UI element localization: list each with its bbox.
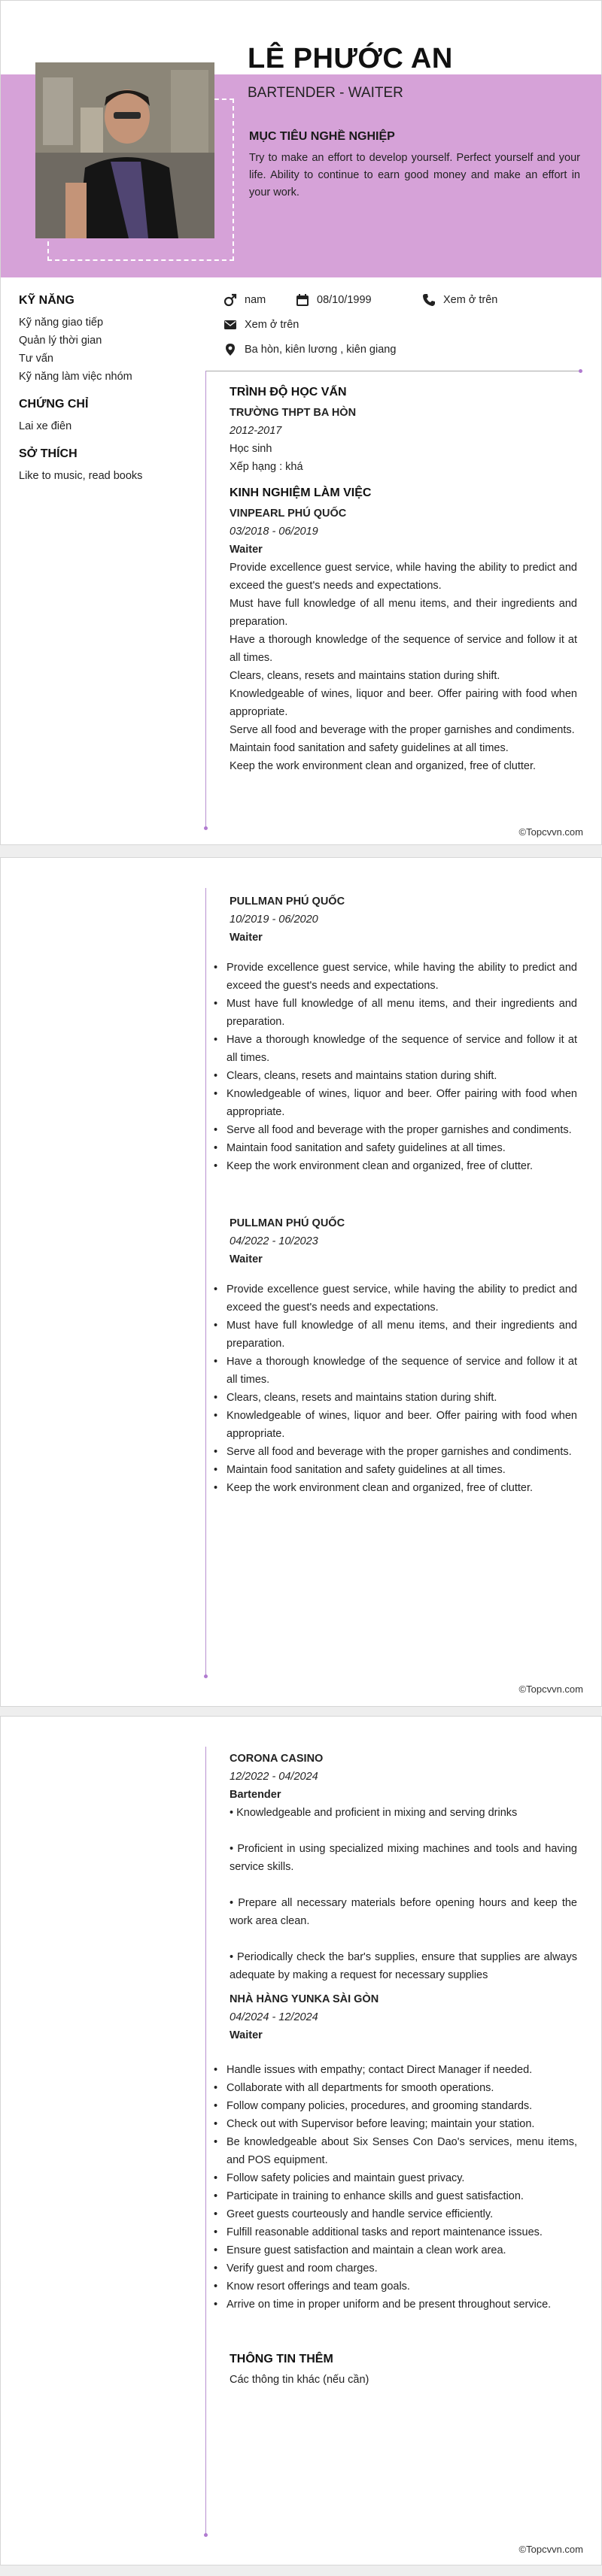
job-company: CORONA CASINO: [230, 1753, 324, 1765]
phone-info: [422, 293, 497, 307]
job-duty: • Maintain food sanitation and safety guidelines at all times.: [227, 1139, 577, 1157]
job-duty: Provide excellence guest service, while having the ability to predict and exceed the guest's needs and expectations.: [230, 562, 577, 592]
skill-item: Tư vấn: [19, 353, 53, 365]
job-position: Waiter: [230, 932, 263, 944]
additional-text: Các thông tin khác (nếu cần): [230, 2374, 369, 2386]
timeline-dot: [579, 369, 582, 373]
hobbies-title: SỞ THÍCH: [19, 447, 78, 460]
cv-page-1: [0, 0, 602, 845]
job-duty: • Serve all food and beverage with the proper garnishes and condiments.: [227, 1121, 577, 1139]
experience-title: KINH NGHIỆM LÀM VIỆC: [230, 486, 372, 499]
job-duties-list: [227, 2061, 577, 2314]
job-duty: • Periodically check the bar's supplies, ensure that supplies are always adequate by making a request for necessary supplies: [230, 1951, 577, 1981]
job-duty: • Arrive on time in proper uniform and be present throughout service.: [227, 2296, 577, 2314]
job-company: NHÀ HÀNG YUNKA SÀI GÒN: [230, 1993, 379, 2005]
job-duty: • Prepare all necessary materials before opening hours and keep the work area clean.: [230, 1897, 577, 1927]
page-footer: ©Topcvvn.com: [518, 826, 583, 838]
job-duty: • Greet guests courteously and handle service efficiently.: [227, 2205, 577, 2223]
main-column: [227, 893, 577, 1497]
job-duty: • Collaborate with all departments for smooth operations.: [227, 2079, 577, 2097]
job-duty: • Provide excellence guest service, while having the ability to predict and exceed the guest's needs and expectations.: [227, 1280, 577, 1317]
timeline-dot: [204, 1674, 208, 1678]
job-period: 04/2024 - 12/2024: [230, 2011, 318, 2023]
main-column: [230, 386, 577, 775]
job-duty: Clears, cleans, resets and maintains station during shift.: [230, 670, 500, 682]
certificate-item: Lai xe điên: [19, 420, 72, 432]
left-column: [19, 294, 199, 497]
job-duty: • Serve all food and beverage with the proper garnishes and condiments.: [227, 1443, 577, 1461]
job-duty: • Clears, cleans, resets and maintains station during shift.: [227, 1389, 577, 1407]
phone-icon: [422, 293, 436, 307]
job-duty: Knowledgeable of wines, liquor and beer. Offer pairing with food when appropriate.: [230, 688, 577, 718]
job-duty: Have a thorough knowledge of the sequence of service and follow it at all times.: [230, 634, 577, 664]
gender-value: nam: [245, 294, 266, 306]
cv-page-2: [0, 857, 602, 1707]
job-duty: Maintain food sanitation and safety guidelines at all times.: [230, 742, 509, 754]
job-period: 04/2022 - 10/2023: [230, 1235, 318, 1247]
job-company: VINPEARL PHÚ QUỐC: [230, 508, 347, 520]
main-column: [227, 1750, 577, 2389]
skills-section: [19, 294, 199, 386]
candidate-role: BARTENDER - WAITER: [248, 85, 403, 101]
timeline-line: [205, 371, 206, 829]
email-value: Xem ở trên: [245, 319, 299, 331]
objective-text: Try to make an effort to develop yourself. Perfect yourself and your life. Ability to continue to earn good money and make an effort in your work.: [249, 152, 580, 199]
job-duty: • Knowledgeable and proficient in mixing and serving drinks: [230, 1807, 518, 1819]
job-duty: • Follow safety policies and maintain guest privacy.: [227, 2169, 577, 2187]
education-rank: Xếp hạng : khá: [230, 461, 303, 473]
job-position: Bartender: [230, 1789, 281, 1801]
skills-title: KỸ NĂNG: [19, 294, 74, 307]
job-duty: • Provide excellence guest service, while having the ability to predict and exceed the guest's needs and expectations.: [227, 959, 577, 995]
page-footer: ©Topcvvn.com: [518, 2544, 583, 2555]
job-company: PULLMAN PHÚ QUỐC: [230, 896, 345, 908]
job-duty: • Keep the work environment clean and organized, free of clutter.: [227, 1157, 577, 1175]
certificates-section: [19, 398, 199, 435]
job-duty: • Follow company policies, procedures, and grooming standards.: [227, 2097, 577, 2115]
timeline-line: [205, 1747, 206, 2535]
email-info: [223, 318, 299, 332]
job-duty: • Fulfill reasonable additional tasks and report maintenance issues.: [227, 2223, 577, 2241]
cv-page-3: [0, 1716, 602, 2565]
job-duty: • Participate in training to enhance skills and guest satisfaction.: [227, 2187, 577, 2205]
job-duties-list: [227, 1280, 577, 1497]
job-duty: • Ensure guest satisfaction and maintain a clean work area.: [227, 2241, 577, 2259]
job-duty: • Knowledgeable of wines, liquor and beer. Offer pairing with food when appropriate.: [227, 1407, 577, 1443]
job-duty: • Have a thorough knowledge of the sequence of service and follow it at all times.: [227, 1353, 577, 1389]
email-icon: [223, 318, 237, 332]
birthday-value: 08/10/1999: [317, 294, 372, 306]
job-duty: • Be knowledgeable about Six Senses Con Dao's services, menu items, and POS equipment.: [227, 2133, 577, 2169]
address-info: [223, 343, 396, 356]
job-period: 03/2018 - 06/2019: [230, 526, 318, 538]
education-major: Học sinh: [230, 443, 272, 455]
job-duty: • Knowledgeable of wines, liquor and beer. Offer pairing with food when appropriate.: [227, 1085, 577, 1121]
job-duty: • Clears, cleans, resets and maintains station during shift.: [227, 1067, 577, 1085]
certificates-title: CHỨNG CHỈ: [19, 398, 89, 411]
gender-icon: [223, 293, 237, 307]
job-duty: • Check out with Supervisor before leaving; maintain your station.: [227, 2115, 577, 2133]
job-position: Waiter: [230, 2029, 263, 2041]
job-duty: Must have full knowledge of all menu items, and their ingredients and preparation.: [230, 598, 577, 628]
job-period: 10/2019 - 06/2020: [230, 914, 318, 926]
gender-info: [223, 293, 266, 307]
skill-item: Quản lý thời gian: [19, 335, 102, 347]
job-duty: • Must have full knowledge of all menu items, and their ingredients and preparation.: [227, 1317, 577, 1353]
education-title: TRÌNH ĐỘ HỌC VẤN: [230, 386, 347, 399]
job-duty: • Maintain food sanitation and safety guidelines at all times.: [227, 1461, 577, 1479]
birthday-info: [296, 293, 372, 307]
job-duties-list: [227, 959, 577, 1175]
job-position: Waiter: [230, 1253, 263, 1265]
objective-title: MỤC TIÊU NGHỀ NGHIỆP: [249, 130, 395, 143]
location-pin-icon: [223, 343, 237, 356]
timeline-dot: [204, 2533, 208, 2537]
address-value: Ba hòn, kiên lương , kiên giang: [245, 344, 397, 356]
school-name: TRƯỜNG THPT BA HÒN: [230, 407, 357, 419]
job-duty: • Handle issues with empathy; contact Direct Manager if needed.: [227, 2061, 577, 2079]
job-position: Waiter: [230, 544, 263, 556]
phone-value: Xem ở trên: [443, 294, 498, 306]
job-duty: Serve all food and beverage with the proper garnishes and condiments.: [230, 724, 575, 736]
calendar-icon: [296, 293, 309, 307]
page-footer: ©Topcvvn.com: [518, 1683, 583, 1695]
skill-item: Kỹ năng làm việc nhóm: [19, 371, 132, 383]
candidate-name: LÊ PHƯỚC AN: [248, 43, 453, 74]
hobby-item: Like to music, read books: [19, 470, 143, 482]
job-duty: • Know resort offerings and team goals.: [227, 2277, 577, 2296]
additional-title: THÔNG TIN THÊM: [230, 2353, 333, 2365]
job-duty: • Have a thorough knowledge of the sequence of service and follow it at all times.: [227, 1031, 577, 1067]
job-period: 12/2022 - 04/2024: [230, 1771, 318, 1783]
timeline-line: [205, 888, 206, 1676]
job-duty: • Proficient in using specialized mixing machines and tools and having service skills.: [230, 1843, 577, 1873]
job-duty: • Verify guest and room charges.: [227, 2259, 577, 2277]
education-period: 2012-2017: [230, 425, 282, 437]
timeline-dot: [204, 826, 208, 830]
skill-item: Kỹ năng giao tiếp: [19, 317, 104, 329]
profile-photo: [35, 62, 214, 238]
job-duty: • Keep the work environment clean and organized, free of clutter.: [227, 1479, 577, 1497]
job-company: PULLMAN PHÚ QUỐC: [230, 1217, 345, 1229]
job-duty: • Must have full knowledge of all menu items, and their ingredients and preparation.: [227, 995, 577, 1031]
job-duty: Keep the work environment clean and organized, free of clutter.: [230, 760, 537, 772]
hobbies-section: [19, 447, 199, 485]
